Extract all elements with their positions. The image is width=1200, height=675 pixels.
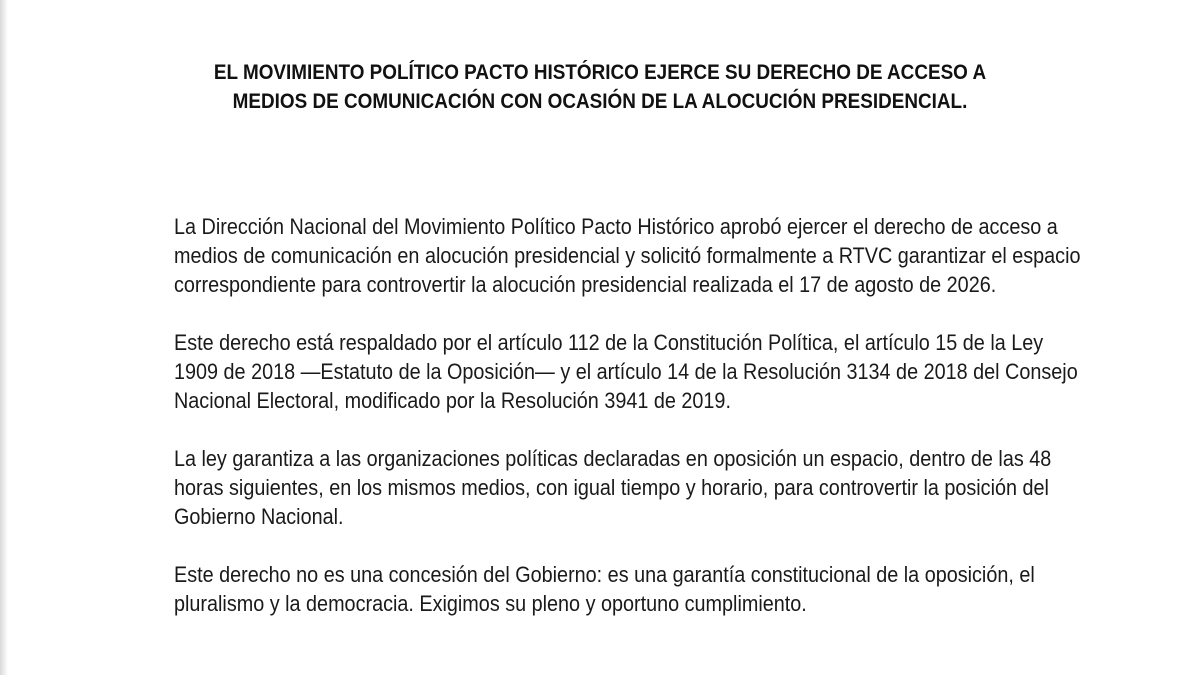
paragraph-demand [174, 560, 1035, 618]
paragraph-line: Gobierno Nacional. [174, 504, 344, 529]
paragraph-line: Nacional Electoral, modificado por la Resolución 3941 de 2019. [174, 388, 731, 413]
paragraph-legal-basis [174, 328, 1078, 415]
paragraph-line: La Dirección Nacional del Movimiento Político Pacto Histórico aprobó ejercer el derecho de acceso a [174, 214, 1058, 239]
paragraph-line: medios de comunicación en alocución presidencial y solicitó formalmente a RTVC garantizar el espacio [174, 243, 1081, 268]
title-line: MEDIOS DE COMUNICACIÓN CON OCASIÓN DE LA ALOCUCIÓN PRESIDENCIAL. [232, 90, 968, 113]
paragraph-line: pluralismo y la democracia. Exigimos su pleno y oportuno cumplimiento. [174, 591, 807, 616]
paragraph-line: correspondiente para controvertir la alocución presidencial realizada el 17 de agosto de 2026. [174, 272, 997, 297]
paragraph-line: 1909 de 2018 —Estatuto de la Oposición— y el artículo 14 de la Resolución 3134 de 2018 del Consejo [174, 359, 1078, 384]
page-edge-shadow [0, 0, 8, 675]
title-line: EL MOVIMIENTO POLÍTICO PACTO HISTÓRICO EJERCE SU DERECHO DE ACCESO A [213, 61, 987, 84]
paragraph-line: horas siguientes, en los mismos medios, con igual tiempo y horario, para controvertir la posición del [174, 475, 1049, 500]
statement-body [174, 212, 1081, 647]
paragraph-line: Este derecho está respaldado por el artículo 112 de la Constitución Política, el artículo 15 de la Ley [174, 330, 1044, 355]
paragraph-guarantee [174, 444, 1052, 531]
paragraph-line: Este derecho no es una concesión del Gobierno: es una garantía constitucional de la oposición, el [174, 562, 1035, 587]
paragraph-line: La ley garantiza a las organizaciones políticas declaradas en oposición un espacio, dentro de las 48 [174, 446, 1052, 471]
statement-title [195, 58, 1005, 116]
paragraph-approval [174, 212, 1081, 299]
